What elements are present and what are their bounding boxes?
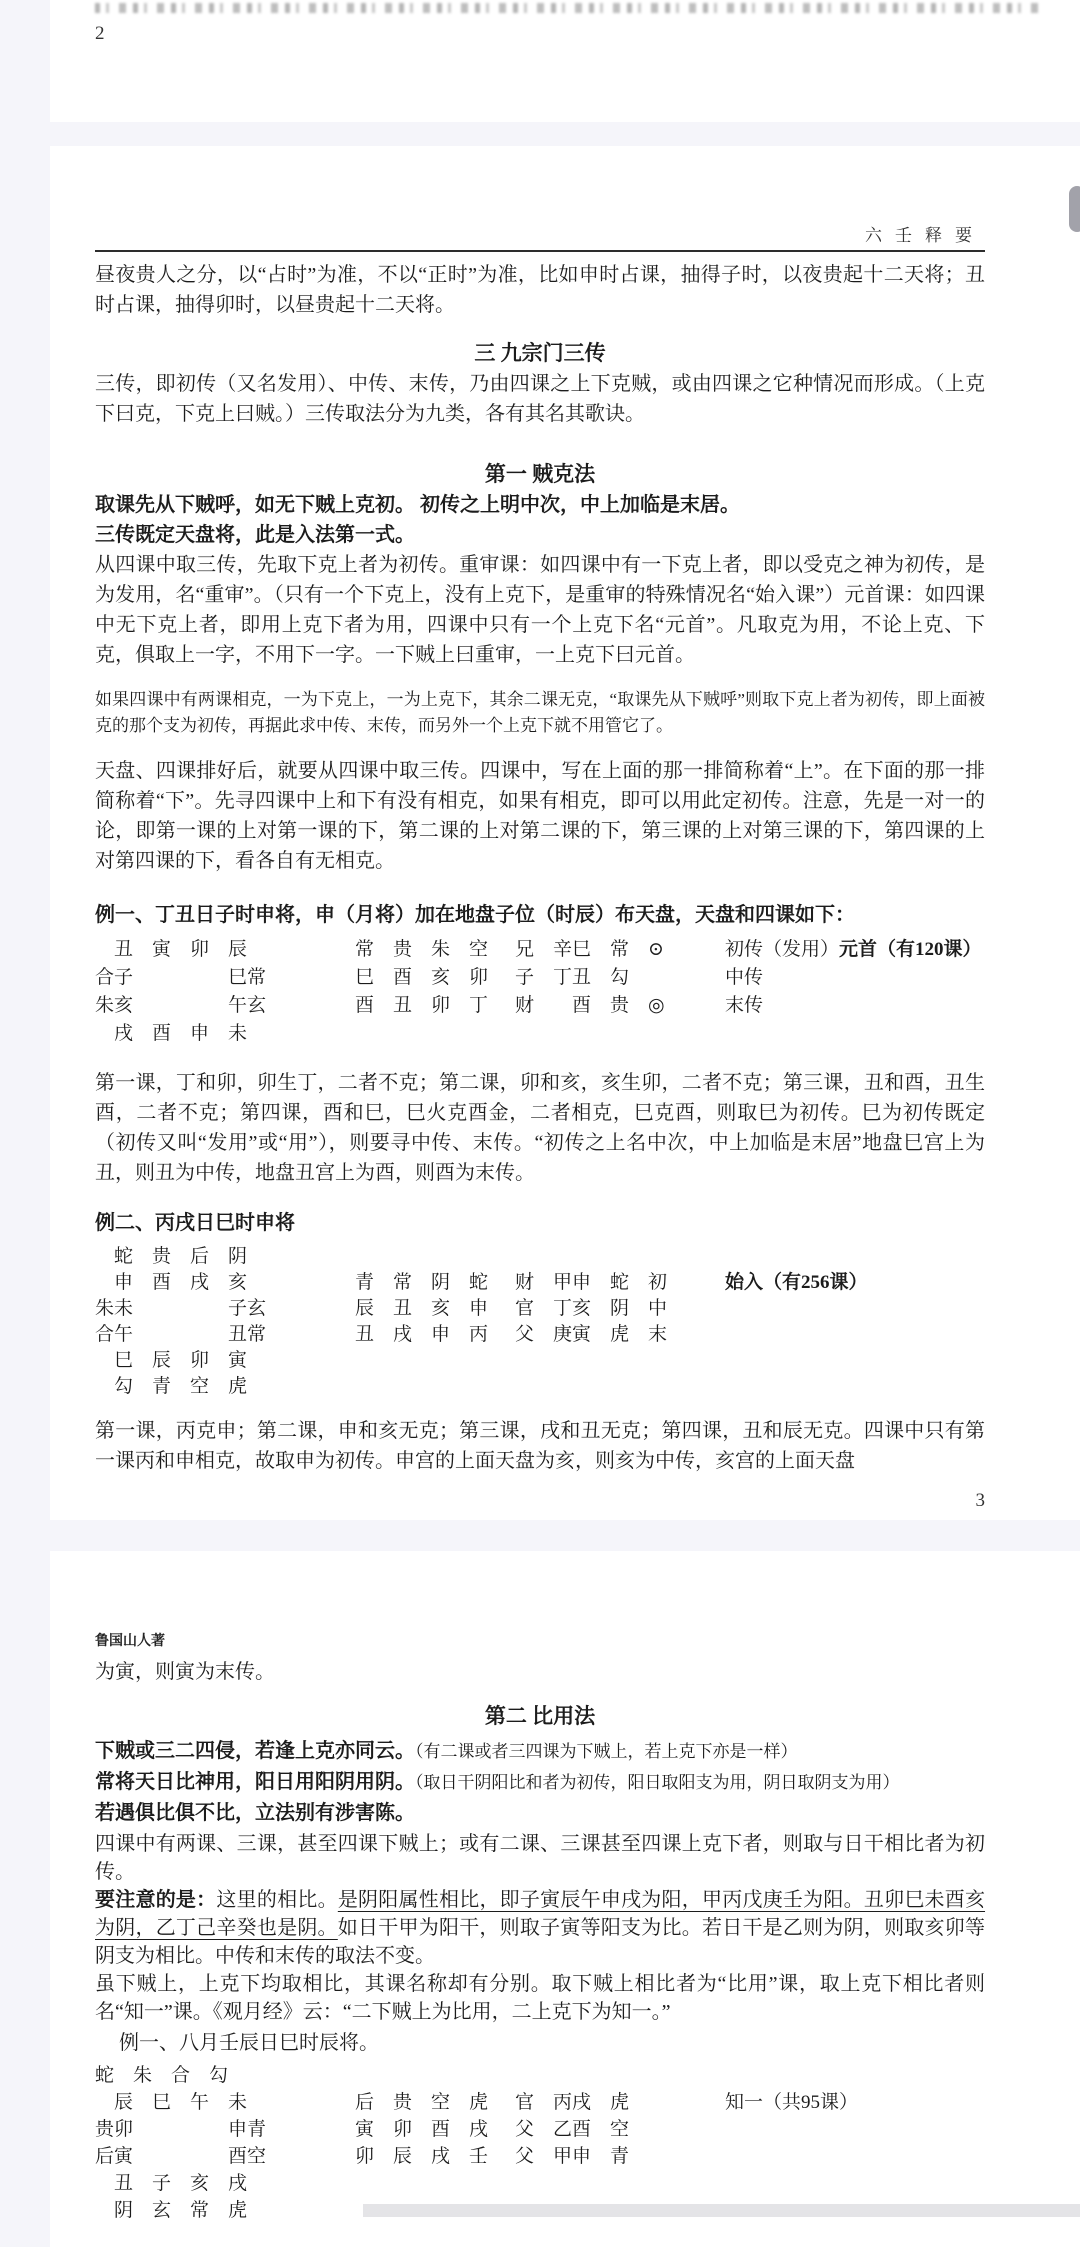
four-lessons-cell: 常 贵 朱 空: [355, 939, 489, 960]
heaven-plate-cell: 贵卯 申青: [95, 2119, 267, 2140]
table-row: [95, 2197, 985, 2224]
table-row: [95, 1322, 985, 1348]
heaven-plate-cell: 丑 寅 卯 辰: [95, 939, 248, 960]
heaven-plate-cell: 合午 丑常: [95, 1324, 267, 1345]
note-text: 这里的相比。: [216, 1889, 338, 1911]
example1-analysis: 第一课，丁和卯，卯生丁，二者不克；第二课，卯和亥，亥生卯，二者不克；第三课，丑和酉，丑生酉，二者不克；第四课，酉和巳，巳火克酉金，二者相克，巳克酉，则取巳为初传。巳为初传既定（初传又叫“发用”或“用”），则要寻中传、末传。“初传之上名中次，中上加临是末居”地盘巳宫上为丑，则丑为中传，地盘丑宫上为酉，则酉为末传。: [95, 1072, 985, 1184]
three-transmissions-cell: 兄 辛巳 常 ⊙: [515, 939, 664, 960]
table-row: [95, 2143, 985, 2170]
table-row: [95, 964, 985, 992]
method-heading-biyong: 第二 比用法: [484, 1704, 596, 1728]
heaven-plate-cell: 朱未 子玄: [95, 1298, 267, 1319]
page-number: 2: [95, 23, 105, 44]
document-page-next: [50, 1551, 1080, 2247]
heaven-plate-cell: 后寅 酉空: [95, 2146, 267, 2167]
three-transmissions-cell: 官 丙戌 虎: [515, 2092, 630, 2113]
generals-row-top: 蛇 朱 合 勾: [95, 2065, 229, 2086]
transmission-label-cell: 末传: [725, 995, 764, 1016]
verse-line: 若遇俱比俱不比，立法别有涉害陈。: [95, 1802, 415, 1824]
heaven-plate-cell: 辰 巳 午 未: [95, 2092, 248, 2113]
paragraph-section-intro: 三传，即初传（又名发用）、中传、末传，乃由四课之上下克贼，或由四课之它种情况而形成。（上克下曰克，下克上曰贼。）三传取法分为九类，各有其名其歌诀。: [95, 373, 985, 425]
note-underlined-text: 是阴阳属性相比，即子寅辰午申戌为阳，甲丙戊庚壬为阳。丑卯巳未酉亥为阴，乙丁己辛癸也是阴。: [95, 1889, 986, 1939]
four-lessons-cell: 寅 卯 酉 戌: [355, 2119, 489, 2140]
page-number: 3: [975, 1490, 985, 1511]
heaven-plate-cell: 合子 巳常: [95, 967, 267, 988]
heaven-plate-cell: 戌 酉 申 未: [95, 1023, 248, 1044]
table-row: [95, 2170, 985, 2197]
paragraph-zhiyi-naming: 虽下贼上，上克下均取相比，其课名称却有分别。取下贼上相比者为“比用”课，取上克下相比者则名“知一”课。《观月经》云：“二下贼上为比用，二上克下为知一。”: [95, 1973, 985, 2023]
selection-highlight-bar: [363, 2204, 1080, 2217]
three-transmissions-cell: 父 乙酉 空: [515, 2119, 630, 2140]
table-row: [95, 1348, 985, 1374]
four-lessons-cell: 青 常 阴 蛇: [355, 1272, 489, 1293]
four-lessons-cell: 巳 酉 亥 卯: [355, 967, 489, 988]
paragraph-carryover: 为寅，则寅为末传。: [95, 1661, 275, 1683]
four-lessons-cell: 酉 丑 卯 丁: [355, 995, 489, 1016]
scrollbar-thumb[interactable]: [1069, 186, 1080, 232]
table-row: [95, 1296, 985, 1322]
initial-transmission-label: 初传（发用）: [725, 939, 840, 960]
three-transmissions-cell: 父 庚寅 虎 末: [515, 1324, 668, 1345]
heaven-plate-cell: 巳 辰 卯 寅: [95, 1350, 248, 1371]
transmission-label-cell: 中传: [725, 967, 764, 988]
table-row: [95, 936, 985, 964]
verse-line: [95, 1767, 985, 1798]
table-row: [95, 2116, 985, 2143]
paragraph-method1-explain: 天盘、四课排好后，就要从四课中取三传。四课中，写在上面的那一排简称着“上”。在下面的那一排简称着“下”。先寻四课中上和下有没有相克，如果有相克，即可以用此定初传。注意，先是一对一的论，即第一课的上对第一课的下，第二课的上对第二课的下，第三课的上对第三课的下，第四课的上对第四课的下，看各自有无相克。: [95, 760, 985, 872]
three-transmissions-cell: 子 丁丑 勾: [515, 967, 630, 988]
transmission-label-cell: [725, 936, 985, 964]
verse-note-part: （取日干阴阳比和者为初传，阳日取阳支为用，阴日取阴支为用）: [415, 1773, 900, 1792]
document-page-previous: [50, 0, 1080, 122]
note-text: 如日干甲为阳干，则取子寅等阳支为比。若日干是乙则为阴，则取亥卯等阴支为相比。中传和末传的取法不变。: [95, 1917, 986, 1967]
table-row: [95, 992, 985, 1020]
table-row: [95, 2062, 985, 2089]
heaven-plate-cell: 丑 子 亥 戌: [95, 2173, 248, 2194]
table-row: [95, 1244, 985, 1270]
four-lessons-cell: 辰 丑 亥 申: [355, 1298, 489, 1319]
generals-row-bottom: 阴 玄 常 虎: [95, 2200, 248, 2221]
three-transmissions-cell: 财 酉 贵 ◎: [515, 995, 665, 1016]
document-page-current: [50, 146, 1080, 1520]
verse-line: [95, 1736, 985, 1767]
course-type-label: 知一（共95课）: [725, 2092, 859, 2113]
course-type-label: 元首（有120课）: [839, 939, 982, 960]
three-transmissions-cell: 父 甲申 青: [515, 2146, 630, 2167]
verse-note-part: （有二课或者三四课为下贼上，若上克下亦是一样）: [415, 1742, 798, 1761]
heaven-plate-cell: 朱亥 午玄: [95, 995, 267, 1016]
table-row: [95, 1020, 985, 1048]
author-byline: 鲁国山人著: [95, 1634, 165, 1649]
verse-bold-part: 下贼或三二四侵，若逢上克亦同云。: [95, 1740, 415, 1762]
course-type-label: 始入（有256课）: [725, 1272, 868, 1293]
table-row: [95, 1270, 985, 1296]
paragraph-method2-rule: 四课中有两课、三课，甚至四课下贼上；或有二课、三课甚至四课上克下者，则取与日干相比者为初传。: [95, 1833, 985, 1883]
note-lead-bold: 要注意的是：: [95, 1889, 217, 1911]
example1-course-table: [95, 936, 985, 1048]
paragraph-method2-note: [95, 1886, 985, 1970]
four-lessons-cell: 后 贵 空 虎: [355, 2092, 489, 2113]
paragraph-method1-small-note: 如果四课中有两课相克，一为下克上，一为上克下，其余二课无克，“取课先从下贼呼”则取下克上者为初传，即上面被克的那个支为初传，再据此求中传、末传，而另外一个上克下就不用管它了。: [95, 690, 985, 735]
table-row: [95, 2089, 985, 2116]
example3-course-table: [95, 2062, 985, 2224]
four-lessons-cell: 卯 辰 戌 壬: [355, 2146, 489, 2167]
verse-line: 三传既定天盘将，此是入法第一式。: [95, 524, 415, 546]
generals-row-bottom: 勾 青 空 虎: [95, 1376, 248, 1397]
example1-title: 例一、丁丑日子时申将，申（月将）加在地盘子位（时辰）布天盘，天盘和四课如下：: [95, 904, 855, 926]
three-transmissions-cell: 官 丁亥 阴 中: [515, 1298, 668, 1319]
table-row: [95, 1374, 985, 1400]
paragraph-carryover: 昼夜贵人之分，以“占时”为准，不以“正时”为准，比如申时占课，抽得子时，以夜贵起十二天将；丑时占课，抽得卯时，以昼贵起十二天将。: [95, 264, 985, 316]
truncated-text-line: [95, 3, 1040, 13]
header-divider-rule: [95, 250, 985, 252]
method-heading-zeike: 第一 贼克法: [484, 462, 596, 486]
running-header-seal-text: 六壬释要: [865, 226, 985, 245]
example2-course-table: [95, 1244, 985, 1400]
example2-analysis: 第一课，丙克申；第二课，申和亥无克；第三课，戌和丑无克；第四课，丑和辰无克。四课中只有第一课丙和申相克，故取申为初传。申宫的上面天盘为亥，则亥为中传，亥宫的上面天盘: [95, 1420, 985, 1472]
four-lessons-cell: 丑 戌 申 丙: [355, 1324, 489, 1345]
example2-title: 例二、丙戌日巳时申将: [95, 1212, 295, 1234]
three-transmissions-cell: 财 甲申 蛇 初: [515, 1272, 668, 1293]
paragraph-method1-rules: 从四课中取三传，先取下克上者为初传。重审课：如四课中有一下克上者，即以受克之神为初传，是为发用，名“重审”。（只有一个下克上，没有上克下，是重审的特殊情况名“始入课”）元首课：如四课中无下克上者，即用上克下者为用，四课中只有一个上克下名“元首”。凡取克为用，不论上克、下克，俱取上一字，不用下一字。一下贼上曰重审，一上克下曰元首。: [95, 554, 985, 666]
example-title: 例一、八月壬辰日巳时辰将。: [119, 2032, 379, 2054]
generals-row-top: 蛇 贵 后 阴: [95, 1246, 248, 1267]
verse-line: 取课先从下贼呼，如无下贼上克初。 初传之上明中次，中上加临是末居。: [95, 494, 740, 516]
section-heading-three-transmissions: 三 九宗门三传: [474, 341, 606, 365]
heaven-plate-cell: 申 酉 戌 亥: [95, 1272, 248, 1293]
verse-bold-part: 常将天日比神用，阳日用阳阴用阴。: [95, 1771, 415, 1793]
